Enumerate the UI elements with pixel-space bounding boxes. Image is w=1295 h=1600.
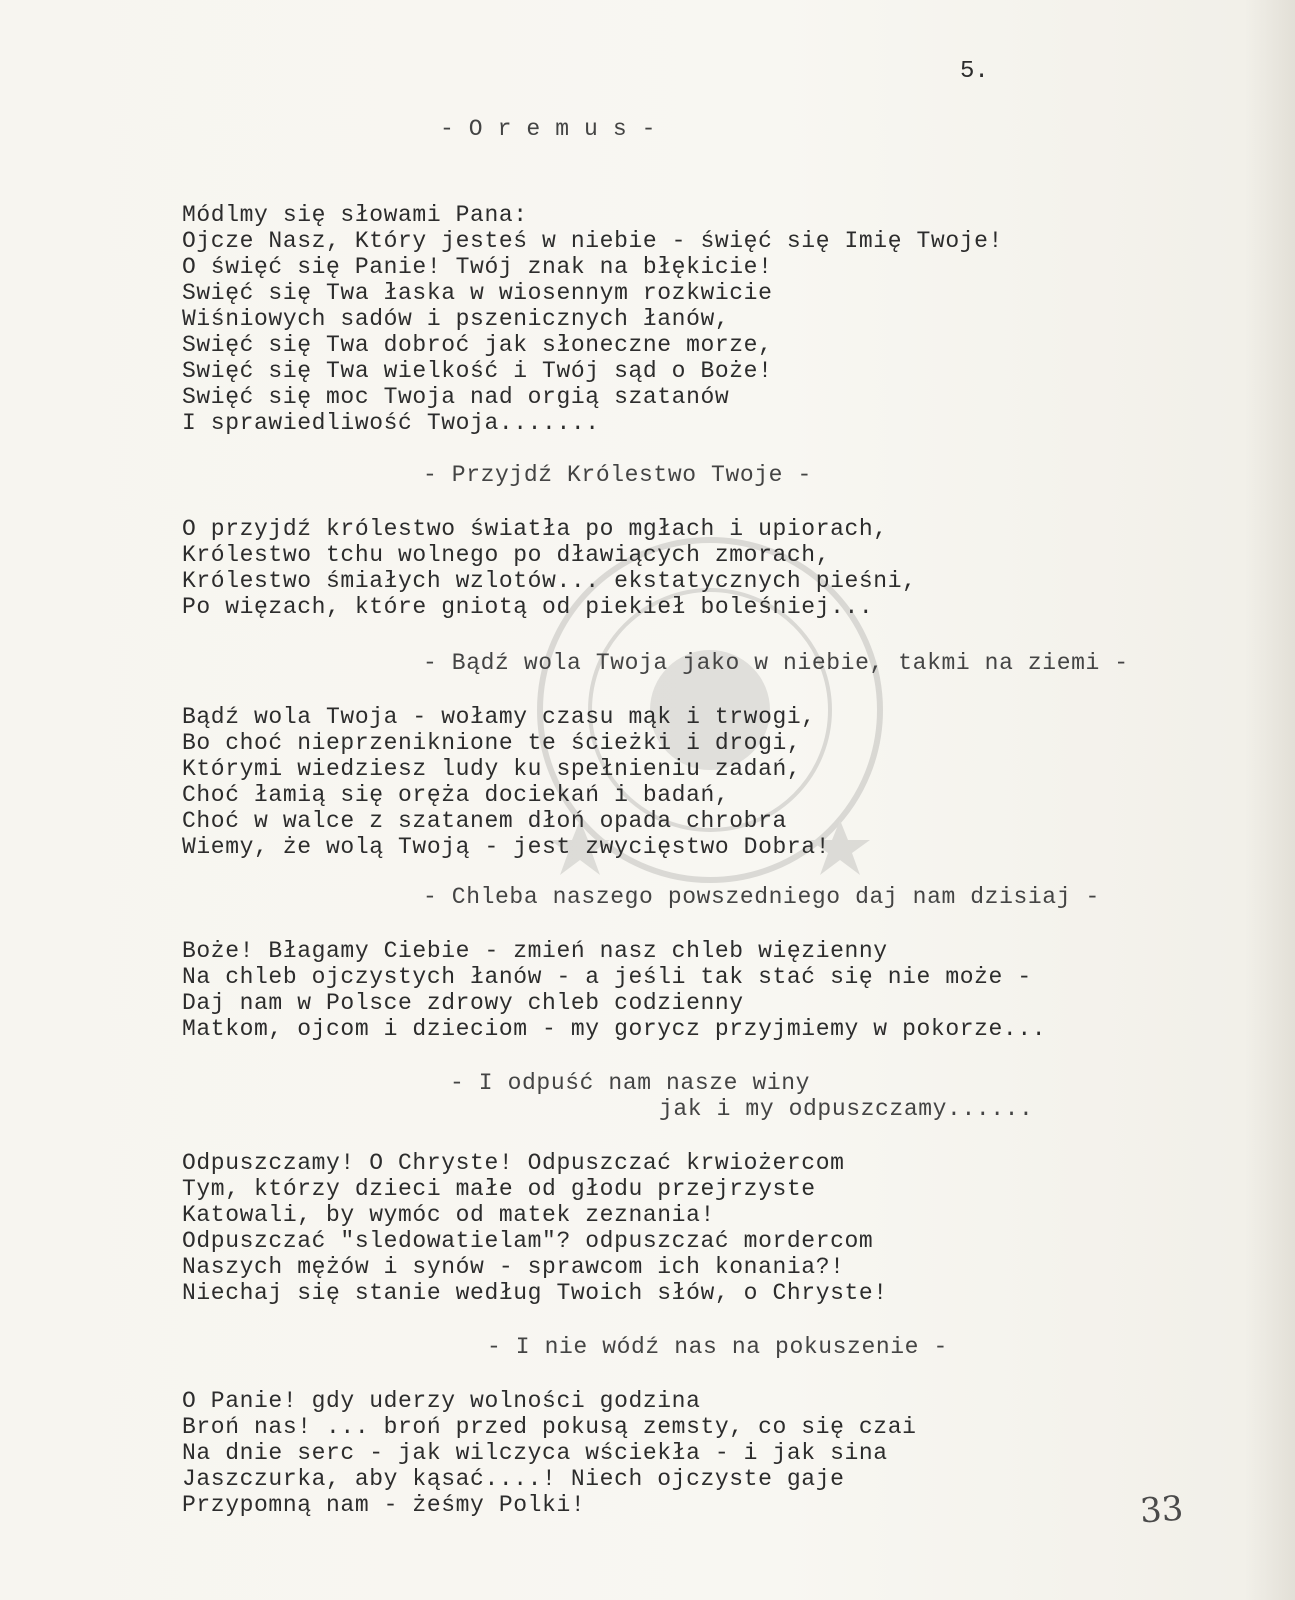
page-edge-shadow [1245, 0, 1295, 1600]
stanza-line: Bo choć nieprzeniknione te ścieżki i drogi, [182, 730, 802, 756]
stanza-line: Choć w walce z szatanem dłoń opada chrobra [182, 808, 787, 834]
stanza-line: Daj nam w Polsce zdrowy chleb codzienny [182, 990, 744, 1016]
intro-line: Ojcze Nasz, Który jesteś w niebie - święć się Imię Twoje! [182, 228, 1003, 254]
stanza-line: Na dnie serc - jak wilczyca wściekła - i jak sina [182, 1440, 888, 1466]
section-heading: - I odpuść nam nasze winy [450, 1070, 811, 1096]
stanza-line: Wiemy, że wolą Twoją - jest zwycięstwo Dobra! [182, 834, 831, 860]
stanza-line: Którymi wiedziesz ludy ku spełnieniu zadań, [182, 756, 802, 782]
stanza-line: Królestwo tchu wolnego po dławiących zmorach, [182, 542, 831, 568]
intro-line: Wiśniowych sadów i pszenicznych łanów, [182, 306, 730, 332]
intro-line: O święć się Panie! Twój znak na błękicie! [182, 254, 773, 280]
intro-line: Swięć się Twa wielkość i Twój sąd o Boże! [182, 358, 773, 384]
stanza-line: Bądź wola Twoja - wołamy czasu mąk i trwogi, [182, 704, 816, 730]
stanza-line: Tym, którzy dzieci małe od głodu przejrzyste [182, 1176, 816, 1202]
stanza-line: Broń nas! ... broń przed pokusą zemsty, co się czai [182, 1414, 917, 1440]
intro-line: Swięć się moc Twoja nad orgią szatanów [182, 384, 730, 410]
section-heading: - Bądź wola Twoja jako w niebie, takmi na ziemi - [423, 650, 1129, 676]
stanza-line: Jaszczurka, aby kąsać....! Niech ojczyste gaje [182, 1466, 845, 1492]
stanza-line: Matkom, ojcom i dzieciom - my gorycz przyjmiemy w pokorze... [182, 1016, 1047, 1042]
poem-title: - O r e m u s - [440, 116, 657, 142]
stanza-line: Odpuszczać "sledowatielam"? odpuszczać mordercom [182, 1228, 874, 1254]
stanza-line: Choć łamią się oręża dociekań i badań, [182, 782, 730, 808]
intro-line: Módlmy się słowami Pana: [182, 202, 528, 228]
stanza-line: Katowali, by wymóc od matek zeznania! [182, 1202, 715, 1228]
section-heading: - I nie wódź nas na pokuszenie - [487, 1334, 948, 1360]
intro-line: I sprawiedliwość Twoja....... [182, 410, 600, 436]
stanza-line: Naszych mężów i synów - sprawcom ich konania?! [182, 1254, 845, 1280]
stanza-line: Niechaj się stanie według Twoich słów, o Chryste! [182, 1280, 888, 1306]
stanza-line: Boże! Błagamy Ciebie - zmień nasz chleb więzienny [182, 938, 888, 964]
intro-line: Swięć się Twa łaska w wiosennym rozkwicie [182, 280, 773, 306]
stanza-line: Odpuszczamy! O Chryste! Odpuszczać krwiożercom [182, 1150, 845, 1176]
stanza-line: Przypomną nam - żeśmy Polki! [182, 1492, 586, 1518]
stanza-line: Królestwo śmiałych wzlotów... ekstatycznych pieśni, [182, 568, 917, 594]
stanza-line: O Panie! gdy uderzy wolności godzina [182, 1388, 701, 1414]
stanza-line: Na chleb ojczystych łanów - a jeśli tak stać się nie może - [182, 964, 1032, 990]
section-heading: - Przyjdź Królestwo Twoje - [423, 462, 812, 488]
archive-number: 33 [1138, 1488, 1185, 1532]
section-heading-continued: jak i my odpuszczamy...... [659, 1096, 1034, 1122]
page-number: 5. [960, 58, 989, 85]
intro-line: Swięć się Twa dobroć jak słoneczne morze, [182, 332, 773, 358]
stanza-line: Po więzach, które gniotą od piekieł boleśniej... [182, 594, 874, 620]
section-heading: - Chleba naszego powszedniego daj nam dzisiaj - [423, 884, 1100, 910]
stanza-line: O przyjdź królestwo światła po mgłach i upiorach, [182, 516, 888, 542]
